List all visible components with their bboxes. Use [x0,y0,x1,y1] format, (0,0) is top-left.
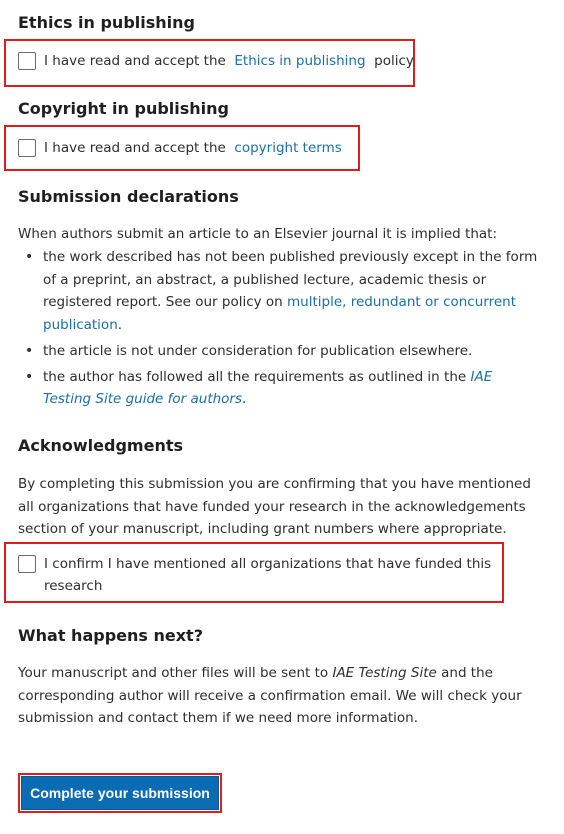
next-steps-body [18,662,538,730]
ethics-checkbox[interactable] [18,52,36,70]
acknowledgments-checkbox-label: I confirm I have mentioned all organizations that have funded this research [44,556,492,594]
declaration-item-2-text: the article is not under consideration for publication elsewhere. [43,343,473,359]
acknowledgments-heading: Acknowledgments [18,436,183,455]
ethics-policy-link[interactable]: Ethics in publishing [234,53,366,69]
declarations-heading: Submission declarations [18,187,239,206]
complete-submission-button[interactable]: Complete your submission [21,776,219,810]
ethics-label [44,50,414,72]
acknowledgments-checkbox-row[interactable] [18,553,493,597]
copyright-checkbox[interactable] [18,139,36,157]
journal-site-name: IAE Testing Site [332,665,437,681]
next-steps-body-pre: Your manuscript and other files will be sent to [18,665,329,681]
declaration-item-3-end: . [242,391,247,407]
ethics-checkbox-row[interactable] [18,50,414,72]
ethics-label-suffix: policy [374,53,414,69]
declarations-list [18,246,543,411]
copyright-label [44,137,342,159]
declaration-item-1-end: . [117,316,123,333]
copyright-terms-link[interactable]: copyright terms [234,140,342,156]
multiple-publication-policy-link[interactable]: multiple, redundant or concurrent publication [43,294,517,333]
declaration-item-2 [18,340,543,363]
acknowledgments-checkbox[interactable] [18,555,36,573]
declaration-item-3 [18,366,543,411]
declaration-item-1 [18,246,543,336]
ethics-label-prefix: I have read and accept the [44,53,226,69]
declaration-item-1-text: the work described has not been published previously except in the form of a preprint, an abstract, a published lecture, academic thesis or registered report. See our policy on [43,249,538,310]
copyright-checkbox-row[interactable] [18,137,342,159]
copyright-label-prefix: I have read and accept the [44,140,226,156]
declarations-intro: When authors submit an article to an Elsevier journal it is implied that: [18,226,498,242]
declaration-item-3-text: the author has followed all the requirements as outlined in the [43,368,467,385]
copyright-heading: Copyright in publishing [18,99,230,118]
next-steps-heading: What happens next? [18,626,203,645]
guide-for-authors-link[interactable]: IAE Testing Site guide for authors [43,368,493,407]
ethics-heading: Ethics in publishing [18,13,195,32]
acknowledgments-body: By completing this submission you are confirming that you have mentioned all organizations that have funded your research in the acknowledgements section of your manuscript, including grant numbers where appropriate. [18,476,531,537]
next-steps-body-post: and the corresponding author will receive a confirmation email. We will check your submission and contact them if we need more information. [18,665,522,726]
